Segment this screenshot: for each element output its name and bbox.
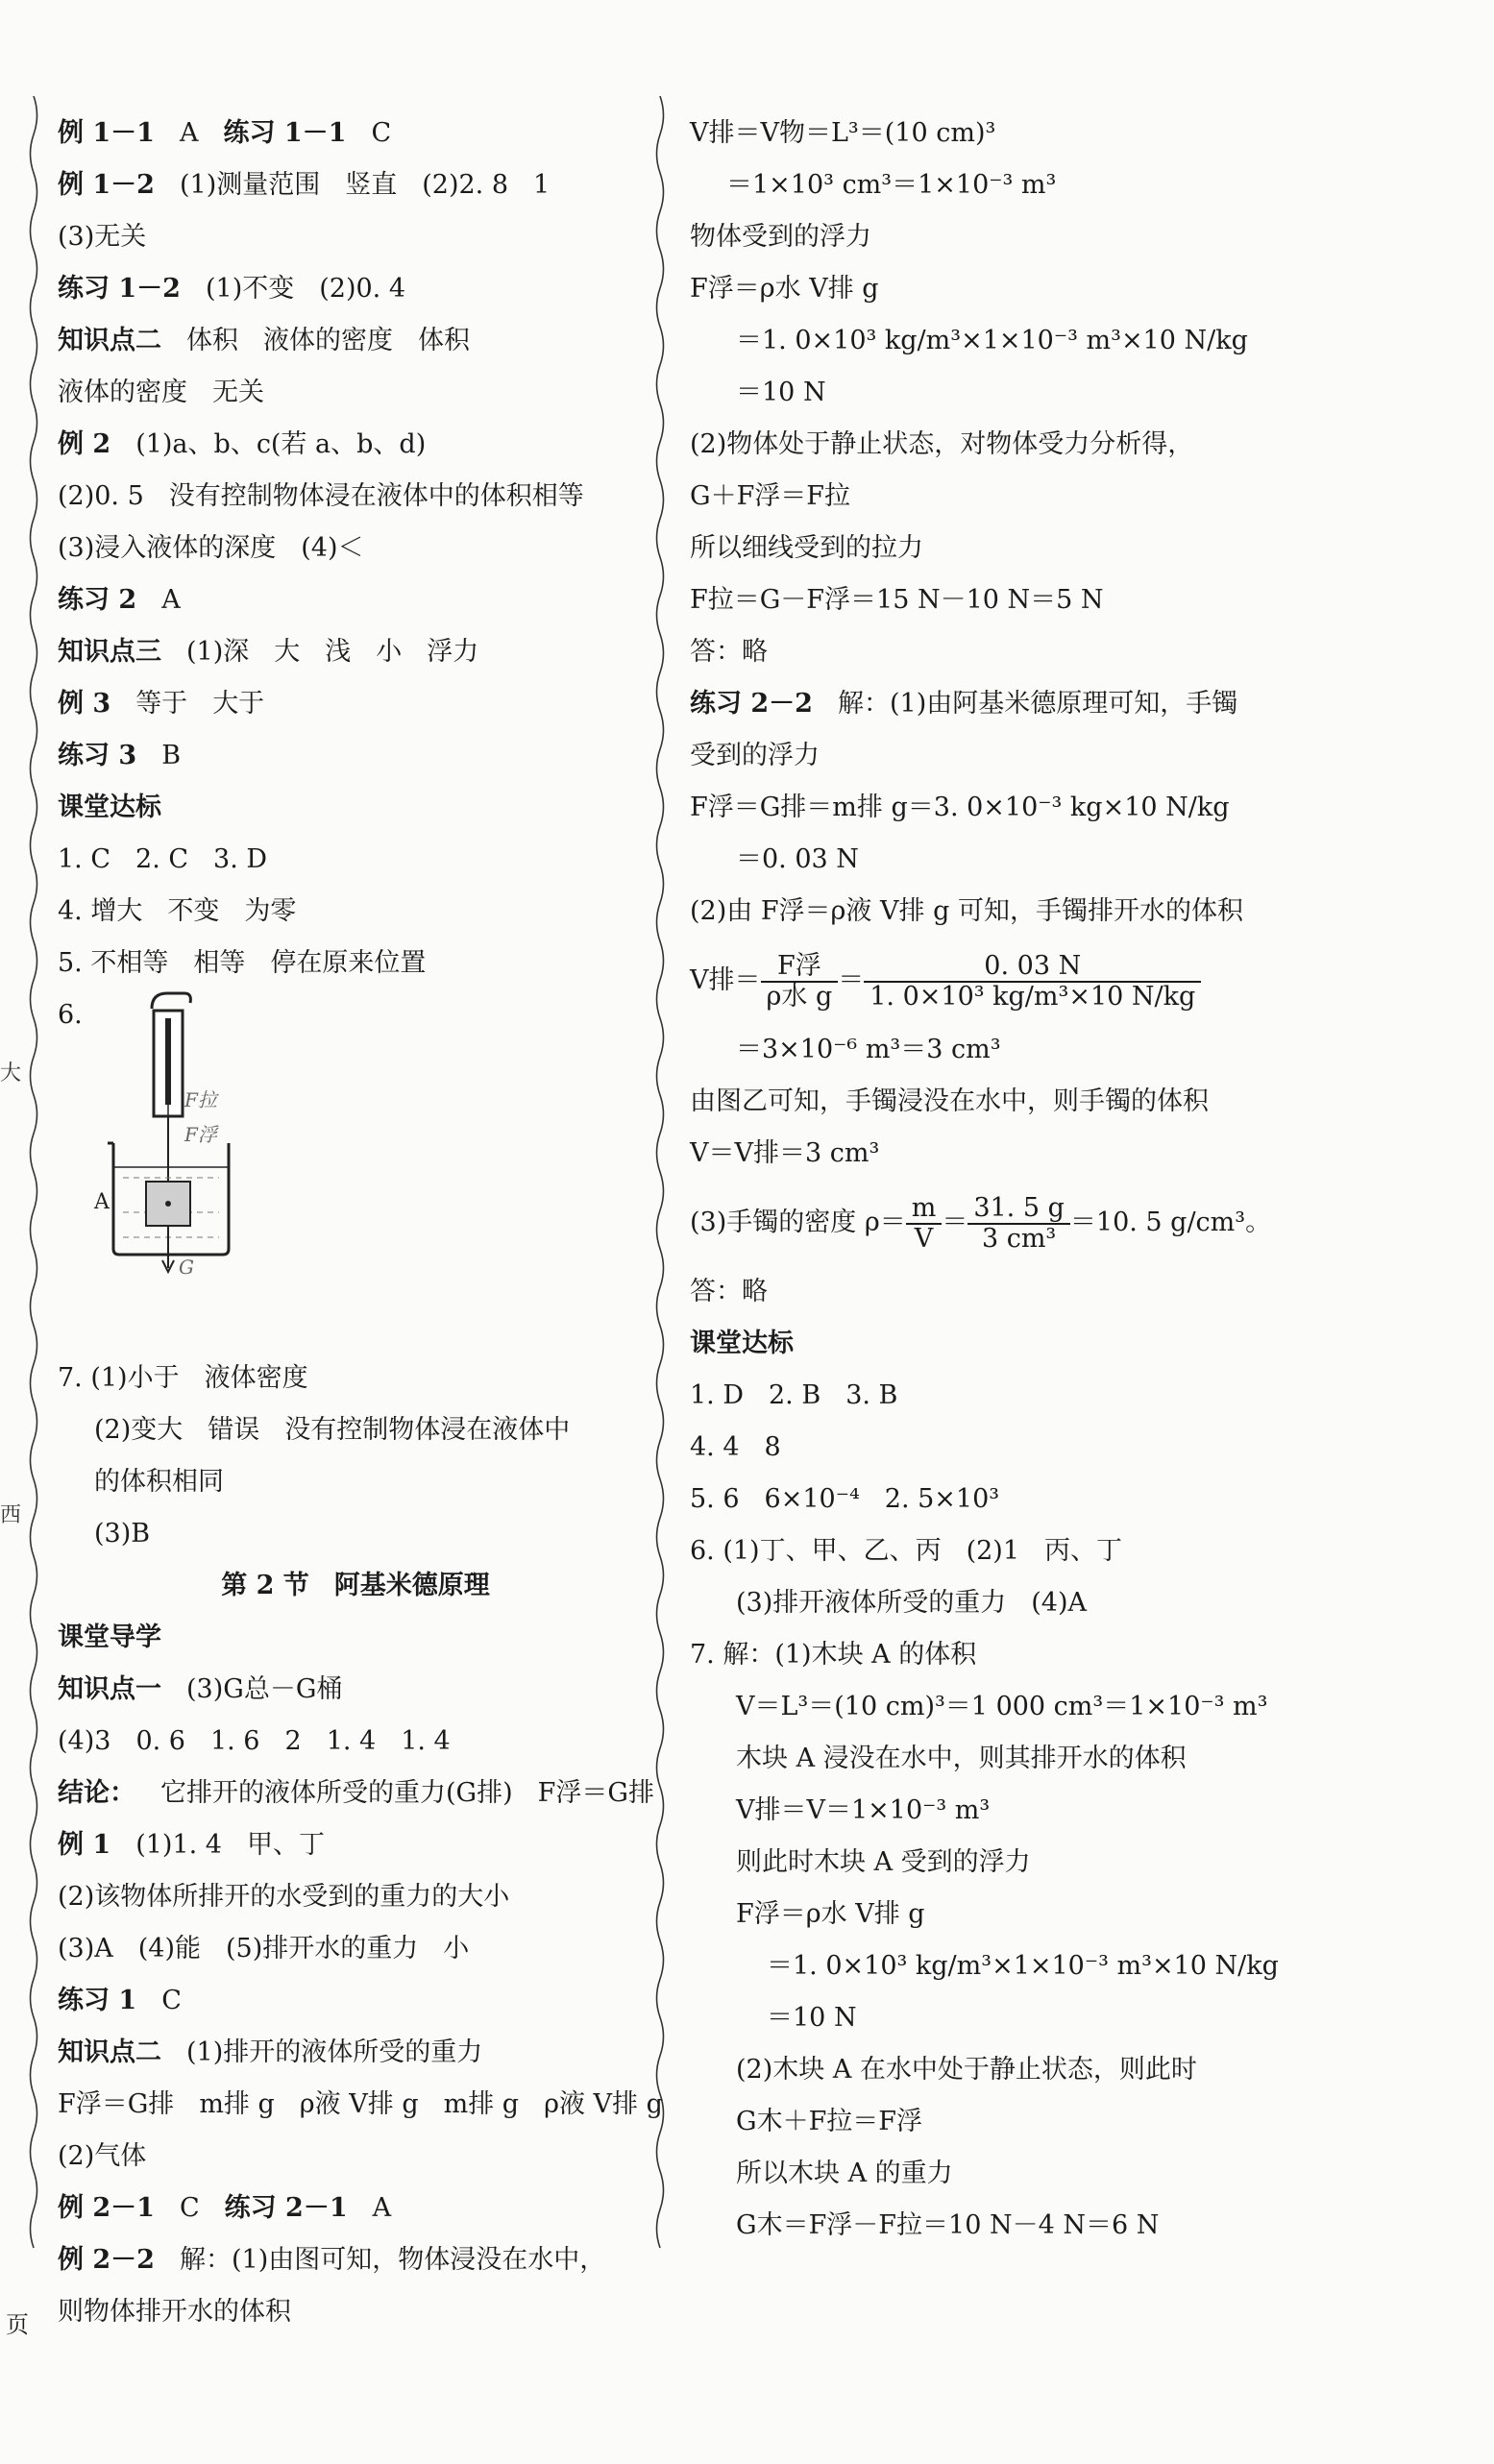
answer-line bbox=[58, 419, 653, 471]
margin-char: 大 bbox=[0, 1061, 22, 1086]
answer-text: 竖直 bbox=[345, 170, 398, 200]
answer-text: 等于 bbox=[135, 689, 188, 719]
figure-6-spring-scale-beaker bbox=[85, 989, 257, 1278]
answer-text: ＝10 N bbox=[767, 2003, 857, 2033]
answer-text: (2)由 F浮＝ρ液 V排 g 可知，手镯排开水的体积 bbox=[690, 896, 1243, 926]
answer-line bbox=[690, 2148, 1305, 2200]
answer-line bbox=[58, 834, 653, 886]
answer-text: 3. B bbox=[845, 1380, 898, 1410]
answer-text: ＝1×10³ cm³＝1×10⁻³ m³ bbox=[726, 170, 1057, 200]
answer-text: 课堂导学 bbox=[58, 1622, 161, 1652]
answer-text: 知识点二 bbox=[58, 326, 161, 355]
answer-text: 练习 2－1 bbox=[224, 2193, 348, 2223]
answer-text: F浮＝G排＝m排 g＝3. 0×10⁻³ kg×10 N/kg bbox=[690, 793, 1230, 822]
answer-line bbox=[690, 1266, 1305, 1318]
answer-text: 1. 6 bbox=[209, 1726, 260, 1756]
answer-text: A bbox=[179, 118, 199, 148]
answer-line bbox=[58, 678, 653, 730]
margin-char: 西 bbox=[0, 1503, 22, 1527]
answer-line bbox=[58, 2234, 653, 2286]
answer-line bbox=[690, 2096, 1305, 2148]
answer-text: ＝0. 03 N bbox=[736, 844, 859, 874]
answer-text: 为零 bbox=[244, 896, 297, 926]
answer-text: 课堂达标 bbox=[58, 793, 161, 822]
answer-text: V排＝V＝1×10⁻³ m³ bbox=[736, 1795, 991, 1825]
answer-line bbox=[690, 1076, 1305, 1128]
answer-text: 则物体排开水的体积 bbox=[58, 2297, 291, 2327]
answer-text: 解：(1)由阿基米德原理可知，手镯 bbox=[837, 689, 1238, 719]
answer-text: (1)不变 bbox=[205, 274, 295, 304]
answer-line bbox=[58, 471, 653, 523]
answer-line bbox=[690, 108, 1305, 159]
answer-line bbox=[690, 263, 1305, 315]
answer-line bbox=[690, 1525, 1305, 1577]
answer-text: (1)排开的液体所受的重力 bbox=[186, 2037, 483, 2067]
answer-line bbox=[690, 834, 1305, 886]
answer-line bbox=[690, 471, 1305, 523]
answer-line bbox=[58, 2131, 653, 2183]
answer-text: (2)2. 8 bbox=[422, 170, 509, 200]
answer-text: 阿基米德原理 bbox=[333, 1571, 490, 1600]
answer-line bbox=[690, 419, 1305, 471]
answer-text: 物体受到的浮力 bbox=[690, 222, 871, 252]
answer-text: 4. 4 bbox=[690, 1432, 740, 1462]
answer-line bbox=[58, 1768, 653, 1819]
answer-text: (4)A bbox=[1031, 1588, 1087, 1618]
left-answers-block-1 bbox=[58, 108, 653, 1041]
answer-text: (4)＜ bbox=[301, 533, 364, 563]
answer-text: m排 g bbox=[443, 2089, 520, 2119]
answer-line bbox=[690, 886, 1305, 938]
answer-text: m排 g bbox=[199, 2089, 275, 2119]
answer-text: 例 1 bbox=[58, 1830, 111, 1860]
answer-text: 1. 4 bbox=[326, 1726, 377, 1756]
answer-text: 0. 6 bbox=[135, 1726, 185, 1756]
answer-line bbox=[690, 2044, 1305, 2096]
answer-text: F浮＝ρ水 V排 g bbox=[736, 1899, 925, 1929]
answer-line bbox=[690, 1940, 1305, 1992]
answer-text: 8 bbox=[764, 1432, 781, 1462]
answer-line bbox=[690, 1422, 1305, 1474]
answer-text: 例 2 bbox=[58, 429, 111, 459]
answer-text: 停在原来位置 bbox=[270, 948, 427, 978]
answer-text: V排＝V物＝L³＝(10 cm)³ bbox=[690, 118, 996, 148]
answer-text: F浮＝G排 bbox=[537, 1778, 654, 1808]
answer-line bbox=[58, 1508, 653, 1560]
answer-text: 练习 1 bbox=[58, 1986, 137, 2015]
answer-line bbox=[690, 211, 1305, 263]
equation-volume-fraction: V排＝ $\frac{\text{F浮}}{\text{ρ水 g}}$ ＝ $\frac{0. 03 N}{\text{1. 0×10³ kg/m³×10 N/kg}}$ bbox=[690, 938, 1305, 1024]
answer-text: 受到的浮力 bbox=[690, 741, 820, 770]
answer-line bbox=[690, 1681, 1305, 1733]
answer-text: 第 2 节 bbox=[221, 1571, 309, 1600]
answer-line bbox=[690, 1733, 1305, 1785]
answer-line bbox=[690, 1785, 1305, 1837]
answer-line bbox=[58, 2183, 653, 2234]
answer-line bbox=[58, 211, 653, 263]
answer-text: 所以细线受到的拉力 bbox=[690, 533, 923, 563]
answer-text: (2)物体处于静止状态，对物体受力分析得， bbox=[690, 429, 1194, 459]
answer-text: 1 bbox=[533, 170, 551, 200]
answer-line bbox=[58, 574, 653, 626]
answer-text: (1)1. 4 bbox=[135, 1830, 222, 1860]
answer-text: 不变 bbox=[167, 896, 220, 926]
answer-text: 答：略 bbox=[690, 637, 768, 667]
answer-line bbox=[58, 938, 653, 989]
answer-line bbox=[690, 315, 1305, 367]
answer-text: 例 1－2 bbox=[58, 170, 155, 200]
answer-text: 2. B bbox=[769, 1380, 821, 1410]
answer-text: F拉＝G－F浮＝15 N－10 N＝5 N bbox=[690, 585, 1104, 615]
answer-line bbox=[690, 730, 1305, 782]
answer-text: 7. (1)小于 bbox=[58, 1363, 180, 1393]
answer-line bbox=[58, 1560, 653, 1612]
answer-text: 没有控制物体浸在液体中 bbox=[284, 1415, 571, 1445]
answer-text: C bbox=[371, 118, 392, 148]
answer-text: 的体积相同 bbox=[94, 1467, 224, 1497]
answer-text: (3)G总－G桶 bbox=[186, 1674, 343, 1704]
answer-line bbox=[690, 1318, 1305, 1370]
answer-text: (2)0. 4 bbox=[319, 274, 406, 304]
answer-text: 丙、丁 bbox=[1044, 1536, 1123, 1566]
answer-text: 错误 bbox=[208, 1415, 260, 1445]
answer-text: 例 3 bbox=[58, 689, 111, 719]
answer-line bbox=[690, 1024, 1305, 1076]
answer-line bbox=[58, 2079, 663, 2131]
answer-text: 相等 bbox=[193, 948, 246, 978]
answer-text: (3)无关 bbox=[58, 222, 147, 252]
answer-line bbox=[58, 1456, 653, 1508]
answer-text: A bbox=[161, 585, 181, 615]
answer-line bbox=[58, 1923, 653, 1975]
answer-line bbox=[690, 1992, 1305, 2044]
answer-text: 练习 2 bbox=[58, 585, 137, 615]
answer-text: 6. (1)丁、甲、乙、丙 bbox=[690, 1536, 942, 1566]
right-answers-block-1 bbox=[690, 108, 1305, 938]
answer-text: 小 bbox=[376, 637, 403, 667]
answer-line bbox=[58, 315, 653, 367]
answer-line bbox=[58, 523, 653, 574]
buoyant-force-label: F浮 bbox=[184, 1123, 217, 1146]
answer-text: 所以木块 A 的重力 bbox=[736, 2159, 953, 2188]
answer-line bbox=[58, 1404, 653, 1456]
answer-line bbox=[690, 523, 1305, 574]
answer-text: 液体的密度 bbox=[58, 378, 187, 407]
answer-text: 2. 5×10³ bbox=[884, 1484, 1000, 1514]
gravity-label: G bbox=[179, 1256, 194, 1278]
answer-text: 6×10⁻⁴ bbox=[764, 1484, 860, 1514]
page-label: 页 bbox=[6, 2311, 29, 2338]
answer-line bbox=[58, 2286, 653, 2338]
answer-text: C bbox=[179, 2193, 200, 2223]
answer-line bbox=[690, 1128, 1305, 1180]
answer-line bbox=[58, 1871, 653, 1923]
answer-text: 例 2－2 bbox=[58, 2245, 155, 2275]
answer-text: 例 1－1 bbox=[58, 118, 155, 148]
block-label: A bbox=[94, 1190, 110, 1214]
answer-line bbox=[58, 886, 653, 938]
answer-line bbox=[58, 367, 653, 419]
answer-text: 知识点三 bbox=[58, 637, 161, 667]
answer-text: (3)B bbox=[94, 1519, 151, 1549]
answer-text: (2)气体 bbox=[58, 2141, 147, 2171]
right-answers-block-2 bbox=[690, 1024, 1305, 1180]
answer-text: 答：略 bbox=[690, 1277, 768, 1306]
answer-text: (2)0. 5 bbox=[58, 481, 144, 511]
answer-text: 练习 1－2 bbox=[58, 274, 181, 304]
answer-text: G木＋F拉＝F浮 bbox=[736, 2107, 923, 2136]
answer-text: V＝V排＝3 cm³ bbox=[690, 1138, 880, 1168]
answer-line bbox=[58, 1716, 653, 1768]
answer-line bbox=[690, 1889, 1305, 1940]
answer-text: 甲、丁 bbox=[246, 1830, 325, 1860]
answer-text: 则此时木块 A 受到的浮力 bbox=[736, 1847, 1031, 1877]
answer-line bbox=[58, 1975, 653, 2027]
answer-text: 知识点二 bbox=[58, 2037, 161, 2067]
answer-line bbox=[690, 2200, 1305, 2252]
answer-text: ＝10 N bbox=[736, 378, 826, 407]
answer-text: 5. 6 bbox=[690, 1484, 740, 1514]
answer-text: 解：(1)由图可知，物体浸没在水中， bbox=[179, 2245, 606, 2275]
answer-text: 课堂达标 bbox=[690, 1329, 794, 1358]
answer-text: 4. 增大 bbox=[58, 896, 143, 926]
answer-text: (4)3 bbox=[58, 1726, 111, 1756]
answer-text: (1)深 bbox=[186, 637, 250, 667]
answer-text: (4)能 bbox=[137, 1934, 201, 1964]
answer-line bbox=[58, 263, 653, 315]
answer-text: 液体密度 bbox=[204, 1363, 308, 1393]
answer-text: 体积 bbox=[418, 326, 470, 355]
answer-text: 1. D bbox=[690, 1380, 744, 1410]
answer-line bbox=[58, 626, 653, 678]
answer-text: 1. C bbox=[58, 844, 111, 874]
answer-text: (2)1 bbox=[966, 1536, 1020, 1566]
answer-text: G木＝F浮－F拉＝10 N－4 N＝6 N bbox=[736, 2210, 1160, 2240]
answer-line bbox=[690, 159, 1305, 211]
answer-line bbox=[58, 1664, 653, 1716]
answer-text: C bbox=[161, 1986, 182, 2015]
answer-text: 6. bbox=[58, 1000, 83, 1030]
answer-text: (3)浸入液体的深度 bbox=[58, 533, 277, 563]
answer-text: A bbox=[372, 2193, 392, 2223]
answer-text: (2)变大 bbox=[94, 1415, 184, 1445]
answer-text: (1)测量范围 bbox=[179, 170, 321, 200]
answer-line bbox=[690, 367, 1305, 419]
answer-text: 大于 bbox=[212, 689, 265, 719]
answer-line bbox=[58, 159, 653, 211]
answer-line bbox=[58, 730, 653, 782]
answer-text: (3)A bbox=[58, 1934, 113, 1964]
answer-line bbox=[690, 626, 1305, 678]
pull-force-label: F拉 bbox=[184, 1088, 217, 1111]
answer-text: ρ液 V排 g bbox=[544, 2089, 663, 2119]
answer-text: F浮＝ρ水 V排 g bbox=[690, 274, 879, 304]
answer-line bbox=[690, 1577, 1305, 1629]
answer-text: 例 2－1 bbox=[58, 2193, 155, 2223]
answer-text: 2. C bbox=[135, 844, 189, 874]
answer-text: ρ液 V排 g bbox=[299, 2089, 419, 2119]
answer-line bbox=[690, 782, 1305, 834]
answer-text: V＝L³＝(10 cm)³＝1 000 cm³＝1×10⁻³ m³ bbox=[736, 1692, 1268, 1721]
answer-text: (5)排开水的重力 bbox=[226, 1934, 419, 1964]
answer-text: 练习 2－2 bbox=[690, 689, 813, 719]
answer-text: 无关 bbox=[212, 378, 264, 407]
answer-line bbox=[690, 1370, 1305, 1422]
answer-text: 1. 4 bbox=[401, 1726, 451, 1756]
answer-text: (2)木块 A 在水中处于静止状态，则此时 bbox=[736, 2055, 1197, 2085]
answer-text: (2)该物体所排开的水受到的重力的大小 bbox=[58, 1882, 510, 1912]
answer-text: 7. 解：(1)木块 A 的体积 bbox=[690, 1640, 977, 1670]
answer-line bbox=[690, 678, 1305, 730]
answer-text: 2 bbox=[284, 1726, 302, 1756]
answer-line bbox=[690, 1629, 1305, 1681]
center-divider-wave bbox=[653, 96, 667, 2257]
answer-line bbox=[58, 782, 653, 834]
answer-text: F浮＝G排 bbox=[58, 2089, 175, 2119]
answer-text: B bbox=[161, 741, 182, 770]
answer-text: 知识点一 bbox=[58, 1674, 161, 1704]
left-margin-wave bbox=[27, 96, 40, 2257]
answer-text: 小 bbox=[443, 1934, 470, 1964]
answer-line bbox=[58, 2027, 653, 2079]
answer-text: 它排开的液体所受的重力(G排) bbox=[160, 1778, 513, 1808]
answer-text: ＝1. 0×10³ kg/m³×1×10⁻³ m³×10 N/kg bbox=[767, 1951, 1279, 1981]
answer-text: (1)a、b、c(若 a、b、d) bbox=[135, 429, 427, 459]
right-column bbox=[690, 108, 1305, 2252]
answer-line bbox=[690, 1837, 1305, 1889]
answer-text: 练习 3 bbox=[58, 741, 137, 770]
equation-density-fraction: (3)手镯的密度 ρ＝ $\frac{m}{V}$ ＝ $\frac{31. 5 g}{\text{3 cm³}}$ ＝10. 5 g/cm³。 bbox=[690, 1192, 1272, 1254]
answer-text: (3)排开液体所受的重力 bbox=[736, 1588, 1007, 1618]
answer-text: 3. D bbox=[213, 844, 268, 874]
right-answers-block-3 bbox=[690, 1266, 1305, 2252]
answer-text: G＋F浮＝F拉 bbox=[690, 481, 851, 511]
answer-text: 结论： bbox=[58, 1778, 135, 1808]
answer-text: 没有控制物体浸在液体中的体积相等 bbox=[168, 481, 584, 511]
answer-text: ＝1. 0×10³ kg/m³×1×10⁻³ m³×10 N/kg bbox=[736, 326, 1248, 355]
answer-text: 浮力 bbox=[427, 637, 479, 667]
answer-text: 大 bbox=[274, 637, 301, 667]
answer-text: 木块 A 浸没在水中，则其排开水的体积 bbox=[736, 1744, 1187, 1773]
left-answers-block-2 bbox=[58, 1353, 663, 2338]
answer-line bbox=[58, 1819, 653, 1871]
answer-line bbox=[58, 108, 653, 159]
answer-text: 5. 不相等 bbox=[58, 948, 169, 978]
answer-text: 浅 bbox=[325, 637, 352, 667]
answer-text: ＝3×10⁻⁶ m³＝3 cm³ bbox=[736, 1035, 1001, 1064]
answer-text: 练习 1－1 bbox=[223, 118, 347, 148]
answer-text: 由图乙可知，手镯浸没在水中，则手镯的体积 bbox=[690, 1086, 1209, 1116]
answer-line bbox=[690, 1474, 1305, 1525]
answer-line bbox=[690, 574, 1305, 626]
answer-line bbox=[58, 1612, 653, 1664]
answer-line bbox=[58, 1353, 653, 1404]
answer-text: 液体的密度 bbox=[263, 326, 393, 355]
answer-text: 体积 bbox=[186, 326, 238, 355]
